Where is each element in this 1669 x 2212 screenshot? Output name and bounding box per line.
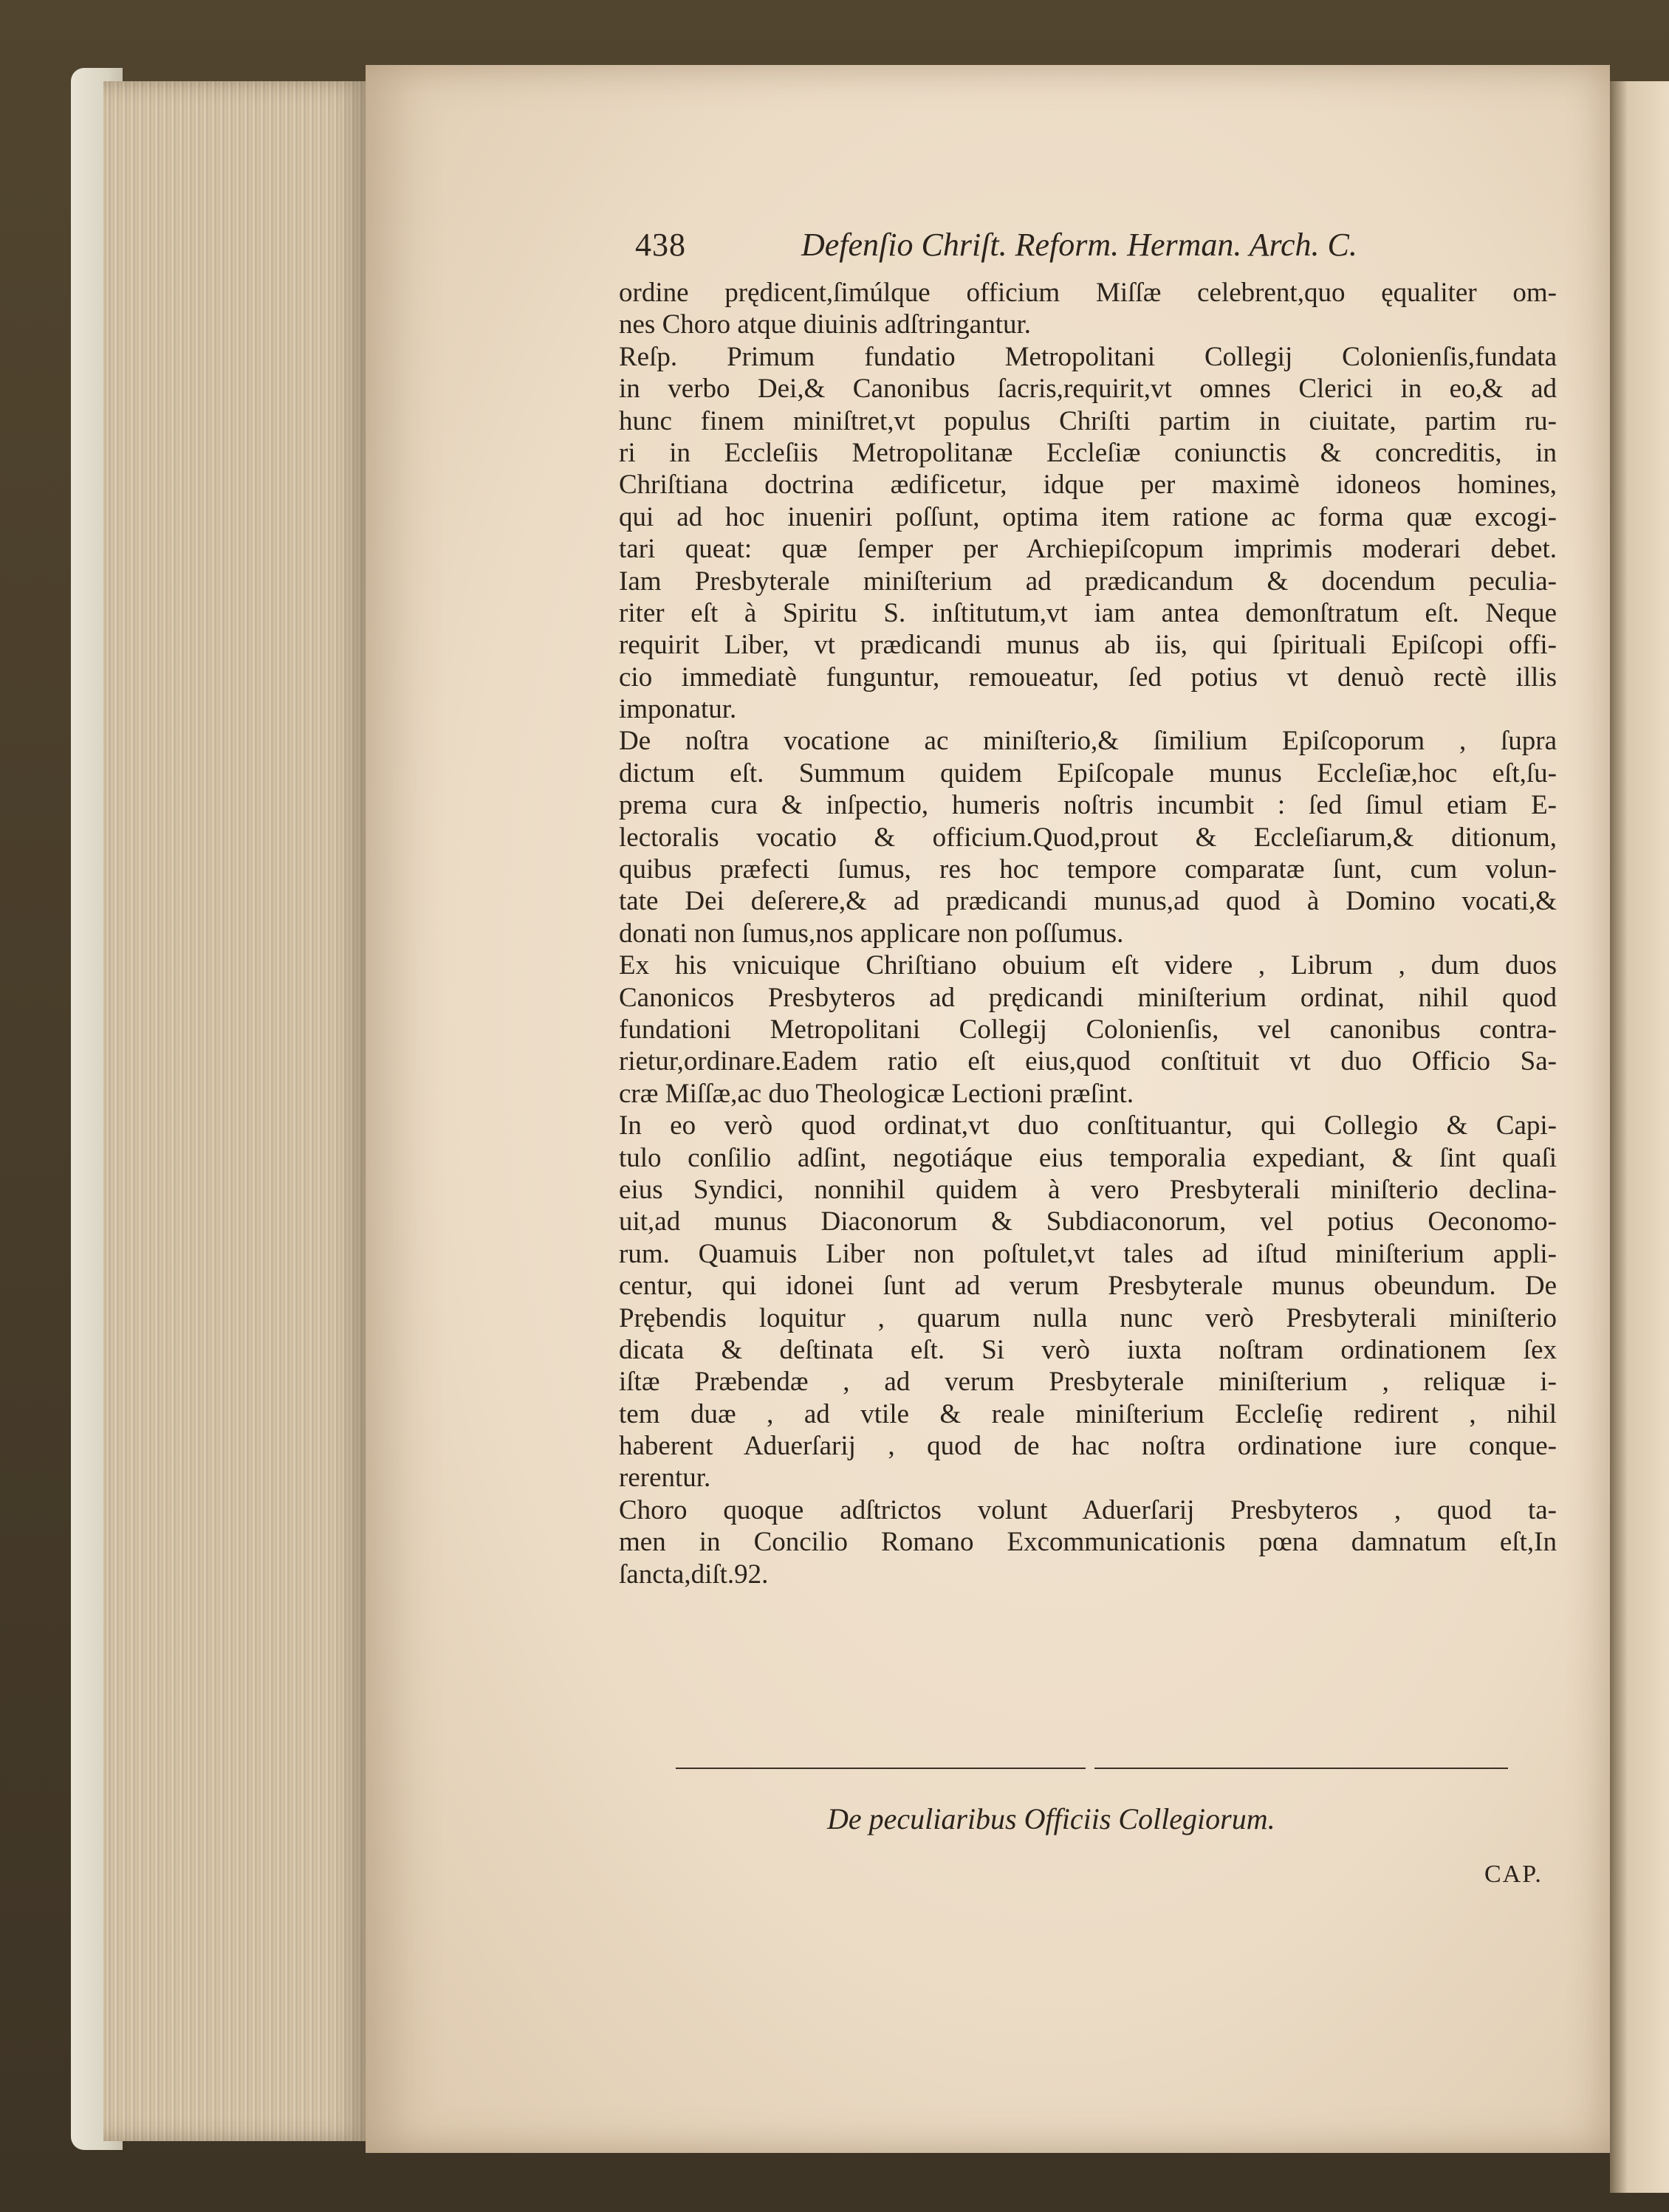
text-line: donati non ſumus,nos applicare non poſſumus. [619,918,1124,949]
text-line: iſtæ Præbendæ , ad verum Presbyterale miniſterium , reliquæ i- [619,1367,1557,1398]
text-line: quibus præfecti ſumus, res hoc tempore comparatæ ſunt, cum volun- [619,854,1557,885]
text-line: Prębendis loquitur , quarum nulla nunc verò Presbyterali miniſterio [619,1302,1557,1333]
text-line: dicata & deſtinata eſt. Si verò iuxta noſtram ordinationem ſex [619,1334,1557,1365]
text-line: Iam Presbyterale miniſterium ad prædicandum & docendum peculia- [619,566,1557,597]
text-line: centur, qui idonei ſunt ad verum Presbyterale munus obeundum. De [619,1271,1557,1302]
text-line: cio immediatè funguntur, remoueatur, ſed potius vt denuò rectè illis [619,662,1557,693]
text-line: Reſp. Primum fundatio Metropolitani Collegij Colonienſis,fundata [619,341,1557,372]
section-title: De peculiaribus Officiis Collegiorum. [827,1802,1275,1835]
text-line: fundationi Metropolitani Collegij Colonienſis, vel canonibus contra- [619,1014,1557,1045]
text-line: haberent Aduerſarij , quod de hac noſtra ordinatione iure conque- [619,1431,1557,1462]
text-line: in verbo Dei,& Canonibus ſacris,requirit,vt omnes Clerici in eo,& ad [619,374,1557,405]
text-line: eius Syndici, nonnihil quidem à vero Presbyterali miniſterio declina- [619,1174,1557,1205]
facing-page-edge [1610,81,1669,2193]
text-line: tulo conſilio adſint, negotiáque eius temporalia expediant, & ſint quaſi [619,1142,1557,1173]
text-line: dictum eſt. Summum quidem Epiſcopale munus Eccleſiæ,hoc eſt,ſu- [619,758,1557,789]
body-text [619,277,1557,1590]
catchword: CAP. [1484,1861,1543,1888]
text-line: Chriſtiana doctrina ædificetur, idque per maximè idoneos homines, [619,470,1557,501]
running-head [635,226,1521,270]
text-line: tem duæ , ad vtile & reale miniſterium Eccleſię redirent , nihil [619,1398,1557,1429]
text-line: De noſtra vocatione ac miniſterio,& ſimilium Epiſcoporum , ſupra [619,726,1557,757]
text-line: tate Dei deſerere,& ad prædicandi munus,ad quod à Domino vocati,& [619,886,1557,917]
page-number: 438 [635,227,686,263]
text-line: qui ad hoc inueniri poſſunt, optima item ratione ac forma quæ excogi- [619,501,1557,532]
text-line: imponatur. [619,694,737,725]
text-line: riter eſt à Spiritu S. inſtitutum,vt iam antea demonſtratum eſt. Neque [619,597,1557,628]
text-line: ordine prędicent,ſimúlque officium Miſſæ celebrent,quo ęqualiter om- [619,278,1557,308]
text-line: rum. Quamuis Liber non poſtulet,vt tales ad iſtud miniſterium appli- [619,1238,1557,1269]
text-line: men in Concilio Romano Excommunicationis pœna damnatum eſt,In [619,1527,1557,1558]
text-line: lectoralis vocatio & officium.Quod,prout & Eccleſiarum,& ditionum, [619,822,1557,853]
text-line: cræ Miſſæ,ac duo Theologicæ Lectioni præſint. [619,1078,1134,1109]
text-line: hunc finem miniſtret,vt populus Chriſti partim in ciuitate, partim ru- [619,405,1557,436]
text-line: requirit Liber, vt prædicandi munus ab iis, qui ſpirituali Epiſcopi offi- [619,630,1557,661]
text-line: ri in Eccleſiis Metropolitanæ Eccleſiæ coniunctis & concreditis, in [619,437,1557,468]
text-line: ſancta,diſt.92. [619,1559,769,1590]
text-line: uit,ad munus Diaconorum & Subdiaconorum, vel potius Oeconomo- [619,1206,1557,1237]
section-rule-left [676,1768,1086,1769]
text-line: Ex his vnicuique Chriſtiano obuium eſt videre , Librum , dum duos [619,950,1557,981]
running-head-title: Defenſio Chriſt. Reform. Herman. Arch. C. [801,227,1357,263]
text-line: tari queat: quæ ſemper per Archiepiſcopum imprimis moderari debet. [619,534,1557,565]
text-line: rietur,ordinare.Eadem ratio eſt eius,quod conſtituit vt duo Officio Sa- [619,1046,1557,1077]
text-line: nes Choro atque diuinis adſtringantur. [619,309,1031,340]
section-rule-right [1094,1768,1508,1769]
text-line: In eo verò quod ordinat,vt duo conſtituantur, qui Collegio & Capi- [619,1110,1557,1141]
text-line: rerentur. [619,1463,711,1494]
text-line: prema cura & inſpectio, humeris noſtris incumbit : ſed ſimul etiam E- [619,790,1557,821]
text-line: Choro quoque adſtrictos volunt Aduerſarij Presbyteros , quod ta- [619,1494,1557,1525]
text-line: Canonicos Presbyteros ad prędicandi miniſterium ordinat, nihil quod [619,982,1557,1013]
page-stack-edges [103,81,369,2141]
